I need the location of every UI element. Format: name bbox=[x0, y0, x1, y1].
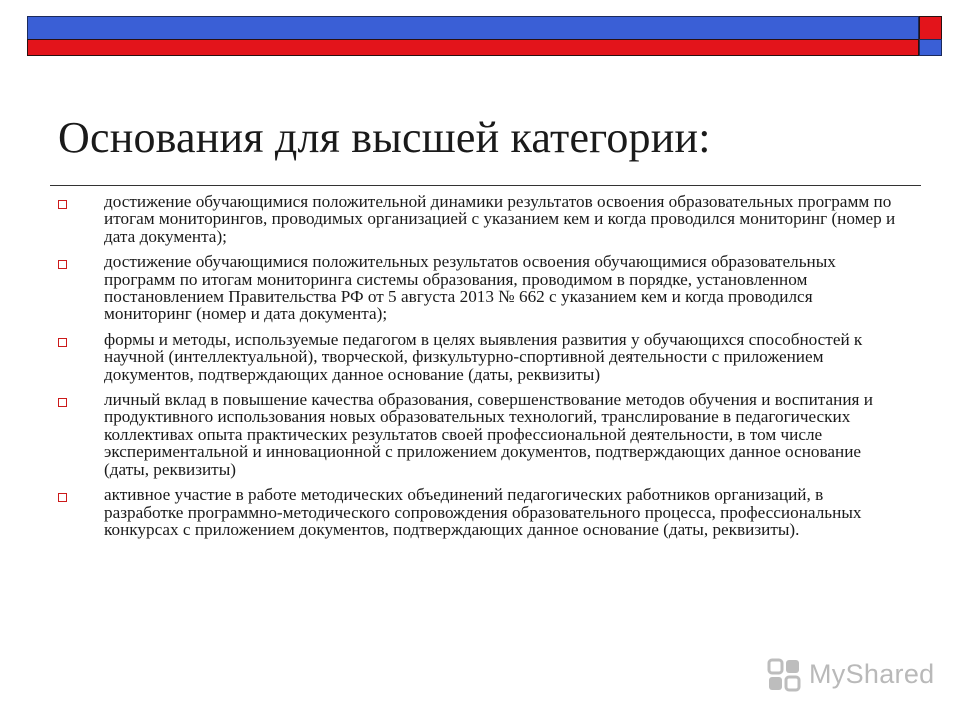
hollow-square-bullet-icon bbox=[58, 260, 67, 269]
slide-title: Основания для высшей категории: bbox=[58, 113, 711, 162]
criteria-list bbox=[58, 193, 898, 546]
hollow-square-bullet-icon bbox=[58, 338, 67, 347]
myshared-logo-icon bbox=[766, 657, 802, 693]
header-bar-blue bbox=[27, 16, 919, 40]
list-item-text: формы и методы, используемые педагогом в целях выявления развития у обучающихся способностей к научной (интеллектуальной), творческой, физкультурно-спортивной деятельности с приложением документов, подтверждающих данное основание (даты, реквизиты) bbox=[104, 329, 863, 384]
header-bar-red bbox=[27, 39, 919, 56]
list-item bbox=[58, 253, 898, 323]
title-divider bbox=[50, 185, 921, 186]
watermark-text: MyShared bbox=[809, 659, 935, 689]
list-item bbox=[58, 486, 898, 538]
header-corner-blue bbox=[919, 39, 942, 56]
list-item-text: достижение обучающимися положительной динамики результатов освоения образовательных программ по итогам мониторингов, проводимых организацией с указанием кем и когда проводился мониторинг (номер и дата документа); bbox=[104, 192, 896, 246]
myshared-watermark bbox=[766, 657, 935, 693]
hollow-square-bullet-icon bbox=[58, 493, 67, 502]
list-item bbox=[58, 391, 898, 478]
header-corner-red bbox=[919, 16, 942, 40]
list-item bbox=[58, 193, 898, 245]
list-item-text: достижение обучающимися положительных результатов освоения обучающимися образовательных программ по итогам мониторинга системы образования, проводимом в порядке, установленном постановлением Правительства РФ от 5 августа 2013 № 662 с указанием кем и когда проводился мониторинг (номер и дата документа); bbox=[104, 252, 836, 324]
hollow-square-bullet-icon bbox=[58, 200, 67, 209]
hollow-square-bullet-icon bbox=[58, 398, 67, 407]
list-item-text: личный вклад в повышение качества образования, совершенствование методов обучения и воспитания и продуктивного использования новых образовательных технологий, транслирование в педагогических коллективах опыта практических результатов своей профессиональной деятельности, в том числе экспериментальной и инновационной с приложением документов, подтверждающих данное основание (даты, реквизиты) bbox=[104, 390, 873, 479]
list-item-text: активное участие в работе методических объединений педагогических работников организаций, в разработке программно-методического сопровождения образовательного процесса, профессиональных конкурсах с приложением документов, подтверждающих данное основание (даты, реквизиты). bbox=[104, 485, 862, 539]
list-item bbox=[58, 331, 898, 383]
